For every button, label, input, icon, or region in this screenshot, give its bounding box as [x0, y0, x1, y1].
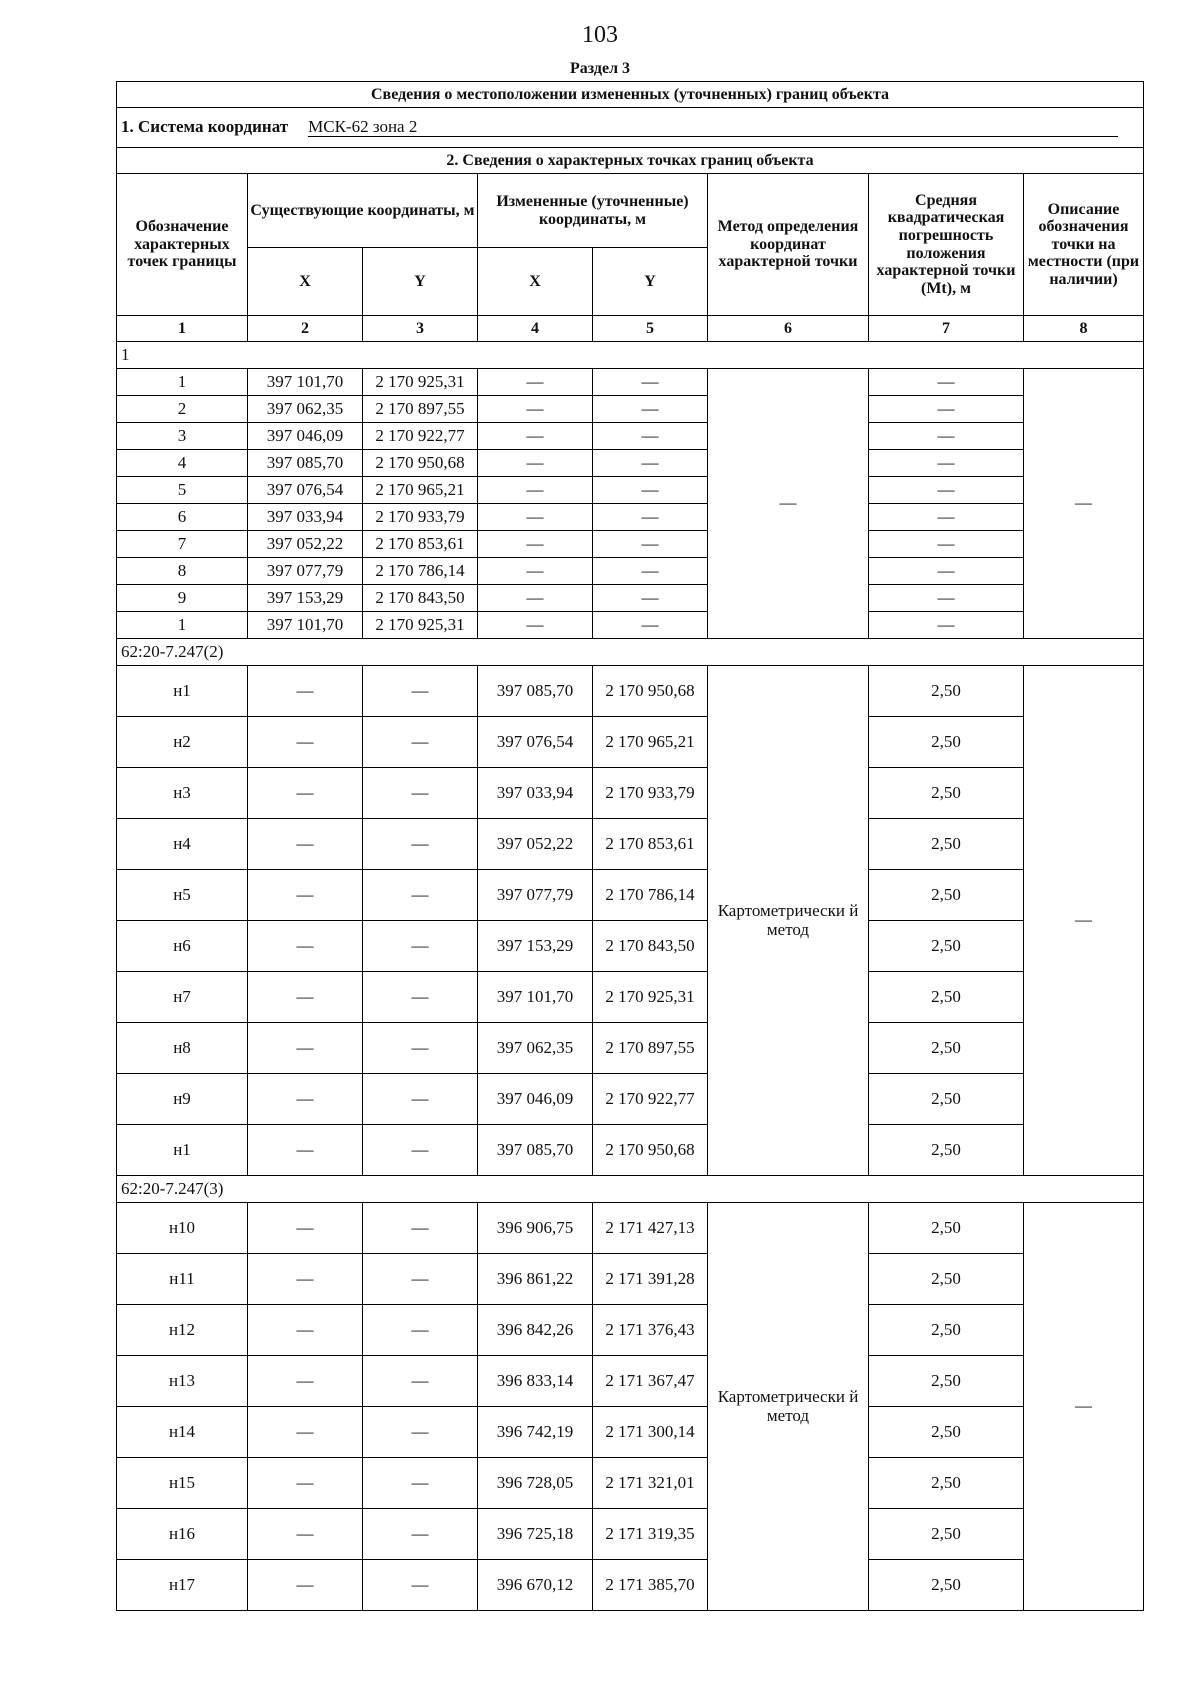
table-row — [117, 1023, 1144, 1074]
new-y-cell: 2 170 965,21 — [593, 717, 708, 768]
existing-x-cell: — — [248, 1074, 363, 1125]
point-id-cell: н7 — [117, 972, 248, 1023]
point-id-cell: 1 — [117, 612, 248, 639]
mean-error-cell: 2,50 — [869, 1023, 1024, 1074]
existing-x-cell: — — [248, 1407, 363, 1458]
point-id-cell: н1 — [117, 1125, 248, 1176]
existing-y-cell: 2 170 843,50 — [363, 585, 478, 612]
table-row — [117, 612, 1144, 639]
column-number: 3 — [363, 316, 478, 342]
existing-y-cell: — — [363, 1074, 478, 1125]
table-row — [117, 1356, 1144, 1407]
new-x-cell: 396 725,18 — [478, 1509, 593, 1560]
existing-y-cell: — — [363, 819, 478, 870]
new-x-cell: 397 046,09 — [478, 1074, 593, 1125]
new-x-cell: 397 076,54 — [478, 717, 593, 768]
existing-y-cell: 2 170 950,68 — [363, 450, 478, 477]
table-row — [117, 558, 1144, 585]
existing-y-cell: 2 170 897,55 — [363, 396, 478, 423]
method-cell: Картометрически й метод — [708, 666, 869, 1176]
mean-error-cell: 2,50 — [869, 819, 1024, 870]
existing-x-cell: — — [248, 717, 363, 768]
existing-y-cell: — — [363, 666, 478, 717]
point-id-cell: н5 — [117, 870, 248, 921]
existing-y-cell: — — [363, 1356, 478, 1407]
table-row — [117, 369, 1144, 396]
existing-x-cell: 397 046,09 — [248, 423, 363, 450]
point-id-cell: н10 — [117, 1203, 248, 1254]
existing-x-cell: 397 076,54 — [248, 477, 363, 504]
existing-y-cell: — — [363, 921, 478, 972]
table-row — [117, 504, 1144, 531]
new-x-cell: — — [478, 585, 593, 612]
group-label: 62:20-7.247(3) — [117, 1176, 1144, 1203]
existing-x-cell: — — [248, 1305, 363, 1356]
existing-y-cell: — — [363, 768, 478, 819]
new-x-cell: 396 670,12 — [478, 1560, 593, 1611]
new-x-cell: 397 153,29 — [478, 921, 593, 972]
point-id-cell: 3 — [117, 423, 248, 450]
table-row — [117, 477, 1144, 504]
new-y-cell: 2 170 922,77 — [593, 1074, 708, 1125]
existing-y-cell: — — [363, 1254, 478, 1305]
new-y-cell: 2 171 300,14 — [593, 1407, 708, 1458]
header-existing-y: Y — [363, 248, 478, 316]
new-y-cell: — — [593, 477, 708, 504]
table-row — [117, 666, 1144, 717]
header-description: Описание обозначения точки на местности (при наличии) — [1024, 174, 1144, 316]
mean-error-cell: 2,50 — [869, 870, 1024, 921]
point-id-cell: н12 — [117, 1305, 248, 1356]
new-y-cell: 2 170 950,68 — [593, 1125, 708, 1176]
new-y-cell: 2 171 319,35 — [593, 1509, 708, 1560]
new-y-cell: — — [593, 558, 708, 585]
new-x-cell: — — [478, 423, 593, 450]
existing-y-cell: — — [363, 972, 478, 1023]
new-x-cell: 397 052,22 — [478, 819, 593, 870]
header-changed-y: Y — [593, 248, 708, 316]
existing-x-cell: 397 101,70 — [248, 369, 363, 396]
new-x-cell: — — [478, 504, 593, 531]
new-y-cell: 2 170 925,31 — [593, 972, 708, 1023]
new-y-cell: 2 170 843,50 — [593, 921, 708, 972]
description-cell: — — [1024, 1203, 1144, 1611]
column-number: 4 — [478, 316, 593, 342]
mean-error-cell: — — [869, 423, 1024, 450]
new-x-cell: 396 842,26 — [478, 1305, 593, 1356]
column-number: 2 — [248, 316, 363, 342]
existing-y-cell: 2 170 965,21 — [363, 477, 478, 504]
new-y-cell: — — [593, 612, 708, 639]
mean-error-cell: — — [869, 558, 1024, 585]
existing-x-cell: — — [248, 819, 363, 870]
point-id-cell: н9 — [117, 1074, 248, 1125]
table-row — [117, 396, 1144, 423]
existing-x-cell: — — [248, 1203, 363, 1254]
new-x-cell: — — [478, 369, 593, 396]
mean-error-cell: 2,50 — [869, 1407, 1024, 1458]
new-x-cell: 397 033,94 — [478, 768, 593, 819]
new-x-cell: 397 085,70 — [478, 1125, 593, 1176]
new-y-cell: 2 170 933,79 — [593, 768, 708, 819]
new-y-cell: 2 171 427,13 — [593, 1203, 708, 1254]
mean-error-cell: — — [869, 396, 1024, 423]
new-x-cell: 397 077,79 — [478, 870, 593, 921]
new-y-cell: 2 171 367,47 — [593, 1356, 708, 1407]
existing-x-cell: — — [248, 1356, 363, 1407]
column-number: 8 — [1024, 316, 1144, 342]
mean-error-cell: 2,50 — [869, 717, 1024, 768]
new-y-cell: 2 171 385,70 — [593, 1560, 708, 1611]
existing-x-cell: — — [248, 1254, 363, 1305]
new-x-cell: — — [478, 396, 593, 423]
mean-error-cell: — — [869, 612, 1024, 639]
table-row — [117, 768, 1144, 819]
table-row — [117, 1407, 1144, 1458]
new-y-cell: 2 171 321,01 — [593, 1458, 708, 1509]
existing-x-cell: 397 153,29 — [248, 585, 363, 612]
page-number: 103 — [582, 22, 618, 48]
new-y-cell: — — [593, 450, 708, 477]
table-row — [117, 1074, 1144, 1125]
existing-y-cell: — — [363, 1407, 478, 1458]
method-cell: Картометрически й метод — [708, 1203, 869, 1611]
existing-x-cell: — — [248, 870, 363, 921]
mean-error-cell: 2,50 — [869, 1560, 1024, 1611]
existing-y-cell: 2 170 786,14 — [363, 558, 478, 585]
new-y-cell: — — [593, 531, 708, 558]
table-row — [117, 1305, 1144, 1356]
existing-x-cell: — — [248, 1458, 363, 1509]
existing-x-cell: 397 062,35 — [248, 396, 363, 423]
description-cell: — — [1024, 369, 1144, 639]
group-label: 62:20-7.247(2) — [117, 639, 1144, 666]
new-y-cell: 2 170 950,68 — [593, 666, 708, 717]
new-x-cell: — — [478, 558, 593, 585]
table-row — [117, 1203, 1144, 1254]
existing-y-cell: 2 170 922,77 — [363, 423, 478, 450]
table-row — [117, 717, 1144, 768]
new-x-cell: 396 742,19 — [478, 1407, 593, 1458]
mean-error-cell: — — [869, 504, 1024, 531]
point-id-cell: н15 — [117, 1458, 248, 1509]
table-row — [117, 1560, 1144, 1611]
table-row — [117, 1458, 1144, 1509]
mean-error-cell: 2,50 — [869, 1509, 1024, 1560]
table-row — [117, 1125, 1144, 1176]
existing-y-cell: — — [363, 1203, 478, 1254]
point-id-cell: н13 — [117, 1356, 248, 1407]
new-x-cell: — — [478, 531, 593, 558]
point-id-cell: 5 — [117, 477, 248, 504]
existing-x-cell: — — [248, 666, 363, 717]
table-row — [117, 819, 1144, 870]
new-x-cell: 397 062,35 — [478, 1023, 593, 1074]
existing-x-cell: 397 077,79 — [248, 558, 363, 585]
mean-error-cell: — — [869, 531, 1024, 558]
boundary-table — [116, 81, 1144, 1611]
new-y-cell: 2 171 391,28 — [593, 1254, 708, 1305]
point-id-cell: н8 — [117, 1023, 248, 1074]
mean-error-cell: 2,50 — [869, 1074, 1024, 1125]
new-y-cell: 2 170 786,14 — [593, 870, 708, 921]
existing-y-cell: — — [363, 1305, 478, 1356]
existing-y-cell: 2 170 925,31 — [363, 612, 478, 639]
header-changed-coords: Измененные (уточненные) координаты, м — [478, 174, 708, 248]
mean-error-cell: 2,50 — [869, 1356, 1024, 1407]
point-id-cell: н4 — [117, 819, 248, 870]
table-row — [117, 1254, 1144, 1305]
new-x-cell: 396 906,75 — [478, 1203, 593, 1254]
new-x-cell: 397 085,70 — [478, 666, 593, 717]
point-id-cell: 2 — [117, 396, 248, 423]
mean-error-cell: 2,50 — [869, 666, 1024, 717]
point-id-cell: н6 — [117, 921, 248, 972]
existing-x-cell: — — [248, 768, 363, 819]
new-x-cell: 396 833,14 — [478, 1356, 593, 1407]
header-point-designation: Обозначение характерных точек границы — [117, 174, 248, 316]
point-id-cell: 4 — [117, 450, 248, 477]
table-row — [117, 972, 1144, 1023]
description-cell: — — [1024, 666, 1144, 1176]
existing-x-cell: — — [248, 921, 363, 972]
point-id-cell: 1 — [117, 369, 248, 396]
new-x-cell: — — [478, 477, 593, 504]
existing-y-cell: — — [363, 1023, 478, 1074]
table-title: Сведения о местоположении измененных (уточненных) границ объекта — [117, 82, 1144, 108]
existing-y-cell: 2 170 925,31 — [363, 369, 478, 396]
coord-system-label: 1. Система координат — [121, 116, 289, 136]
header-mean-error: Средняя квадратическая погрешность положения характерной точки (Mt), м — [869, 174, 1024, 316]
new-y-cell: 2 170 853,61 — [593, 819, 708, 870]
new-x-cell: 396 861,22 — [478, 1254, 593, 1305]
new-y-cell: 2 171 376,43 — [593, 1305, 708, 1356]
coord-system-row — [117, 108, 1144, 148]
existing-y-cell: — — [363, 870, 478, 921]
point-id-cell: н11 — [117, 1254, 248, 1305]
mean-error-cell: — — [869, 477, 1024, 504]
new-x-cell: — — [478, 450, 593, 477]
new-y-cell: — — [593, 396, 708, 423]
mean-error-cell: — — [869, 369, 1024, 396]
point-id-cell: 8 — [117, 558, 248, 585]
table-row — [117, 423, 1144, 450]
table-row — [117, 870, 1144, 921]
point-id-cell: н2 — [117, 717, 248, 768]
column-number: 5 — [593, 316, 708, 342]
coord-system-value: МСК-62 зона 2 — [308, 118, 1118, 138]
header-method: Метод определения координат характерной точки — [708, 174, 869, 316]
new-y-cell: — — [593, 585, 708, 612]
header-existing-x: X — [248, 248, 363, 316]
existing-x-cell: — — [248, 1560, 363, 1611]
table-row — [117, 921, 1144, 972]
existing-x-cell: 397 101,70 — [248, 612, 363, 639]
existing-y-cell: 2 170 933,79 — [363, 504, 478, 531]
existing-x-cell: 397 085,70 — [248, 450, 363, 477]
header-existing-coords: Существующие координаты, м — [248, 174, 478, 248]
existing-x-cell: — — [248, 1125, 363, 1176]
point-id-cell: н14 — [117, 1407, 248, 1458]
mean-error-cell: 2,50 — [869, 1458, 1024, 1509]
new-x-cell: — — [478, 612, 593, 639]
new-y-cell: — — [593, 369, 708, 396]
section-title: Раздел 3 — [569, 60, 631, 77]
existing-y-cell: — — [363, 1458, 478, 1509]
point-id-cell: 6 — [117, 504, 248, 531]
mean-error-cell: — — [869, 585, 1024, 612]
existing-y-cell: — — [363, 717, 478, 768]
point-id-cell: н1 — [117, 666, 248, 717]
mean-error-cell: — — [869, 450, 1024, 477]
existing-x-cell: 397 033,94 — [248, 504, 363, 531]
existing-y-cell: — — [363, 1509, 478, 1560]
column-number: 7 — [869, 316, 1024, 342]
column-number: 6 — [708, 316, 869, 342]
existing-y-cell: — — [363, 1125, 478, 1176]
existing-x-cell: — — [248, 1509, 363, 1560]
mean-error-cell: 2,50 — [869, 1203, 1024, 1254]
mean-error-cell: 2,50 — [869, 921, 1024, 972]
mean-error-cell: 2,50 — [869, 1254, 1024, 1305]
table-row — [117, 1509, 1144, 1560]
existing-y-cell: — — [363, 1560, 478, 1611]
points-title: 2. Сведения о характерных точках границ объекта — [117, 148, 1144, 174]
new-x-cell: 397 101,70 — [478, 972, 593, 1023]
existing-y-cell: 2 170 853,61 — [363, 531, 478, 558]
new-y-cell: 2 170 897,55 — [593, 1023, 708, 1074]
new-y-cell: — — [593, 423, 708, 450]
point-id-cell: 7 — [117, 531, 248, 558]
group-label: 1 — [117, 342, 1144, 369]
point-id-cell: 9 — [117, 585, 248, 612]
mean-error-cell: 2,50 — [869, 1305, 1024, 1356]
existing-x-cell: 397 052,22 — [248, 531, 363, 558]
method-cell: — — [708, 369, 869, 639]
header-changed-x: X — [478, 248, 593, 316]
table-row — [117, 531, 1144, 558]
point-id-cell: н17 — [117, 1560, 248, 1611]
table-row — [117, 585, 1144, 612]
column-number: 1 — [117, 316, 248, 342]
mean-error-cell: 2,50 — [869, 1125, 1024, 1176]
existing-x-cell: — — [248, 1023, 363, 1074]
mean-error-cell: 2,50 — [869, 972, 1024, 1023]
point-id-cell: н3 — [117, 768, 248, 819]
table-row — [117, 450, 1144, 477]
new-x-cell: 396 728,05 — [478, 1458, 593, 1509]
existing-x-cell: — — [248, 972, 363, 1023]
new-y-cell: — — [593, 504, 708, 531]
point-id-cell: н16 — [117, 1509, 248, 1560]
mean-error-cell: 2,50 — [869, 768, 1024, 819]
